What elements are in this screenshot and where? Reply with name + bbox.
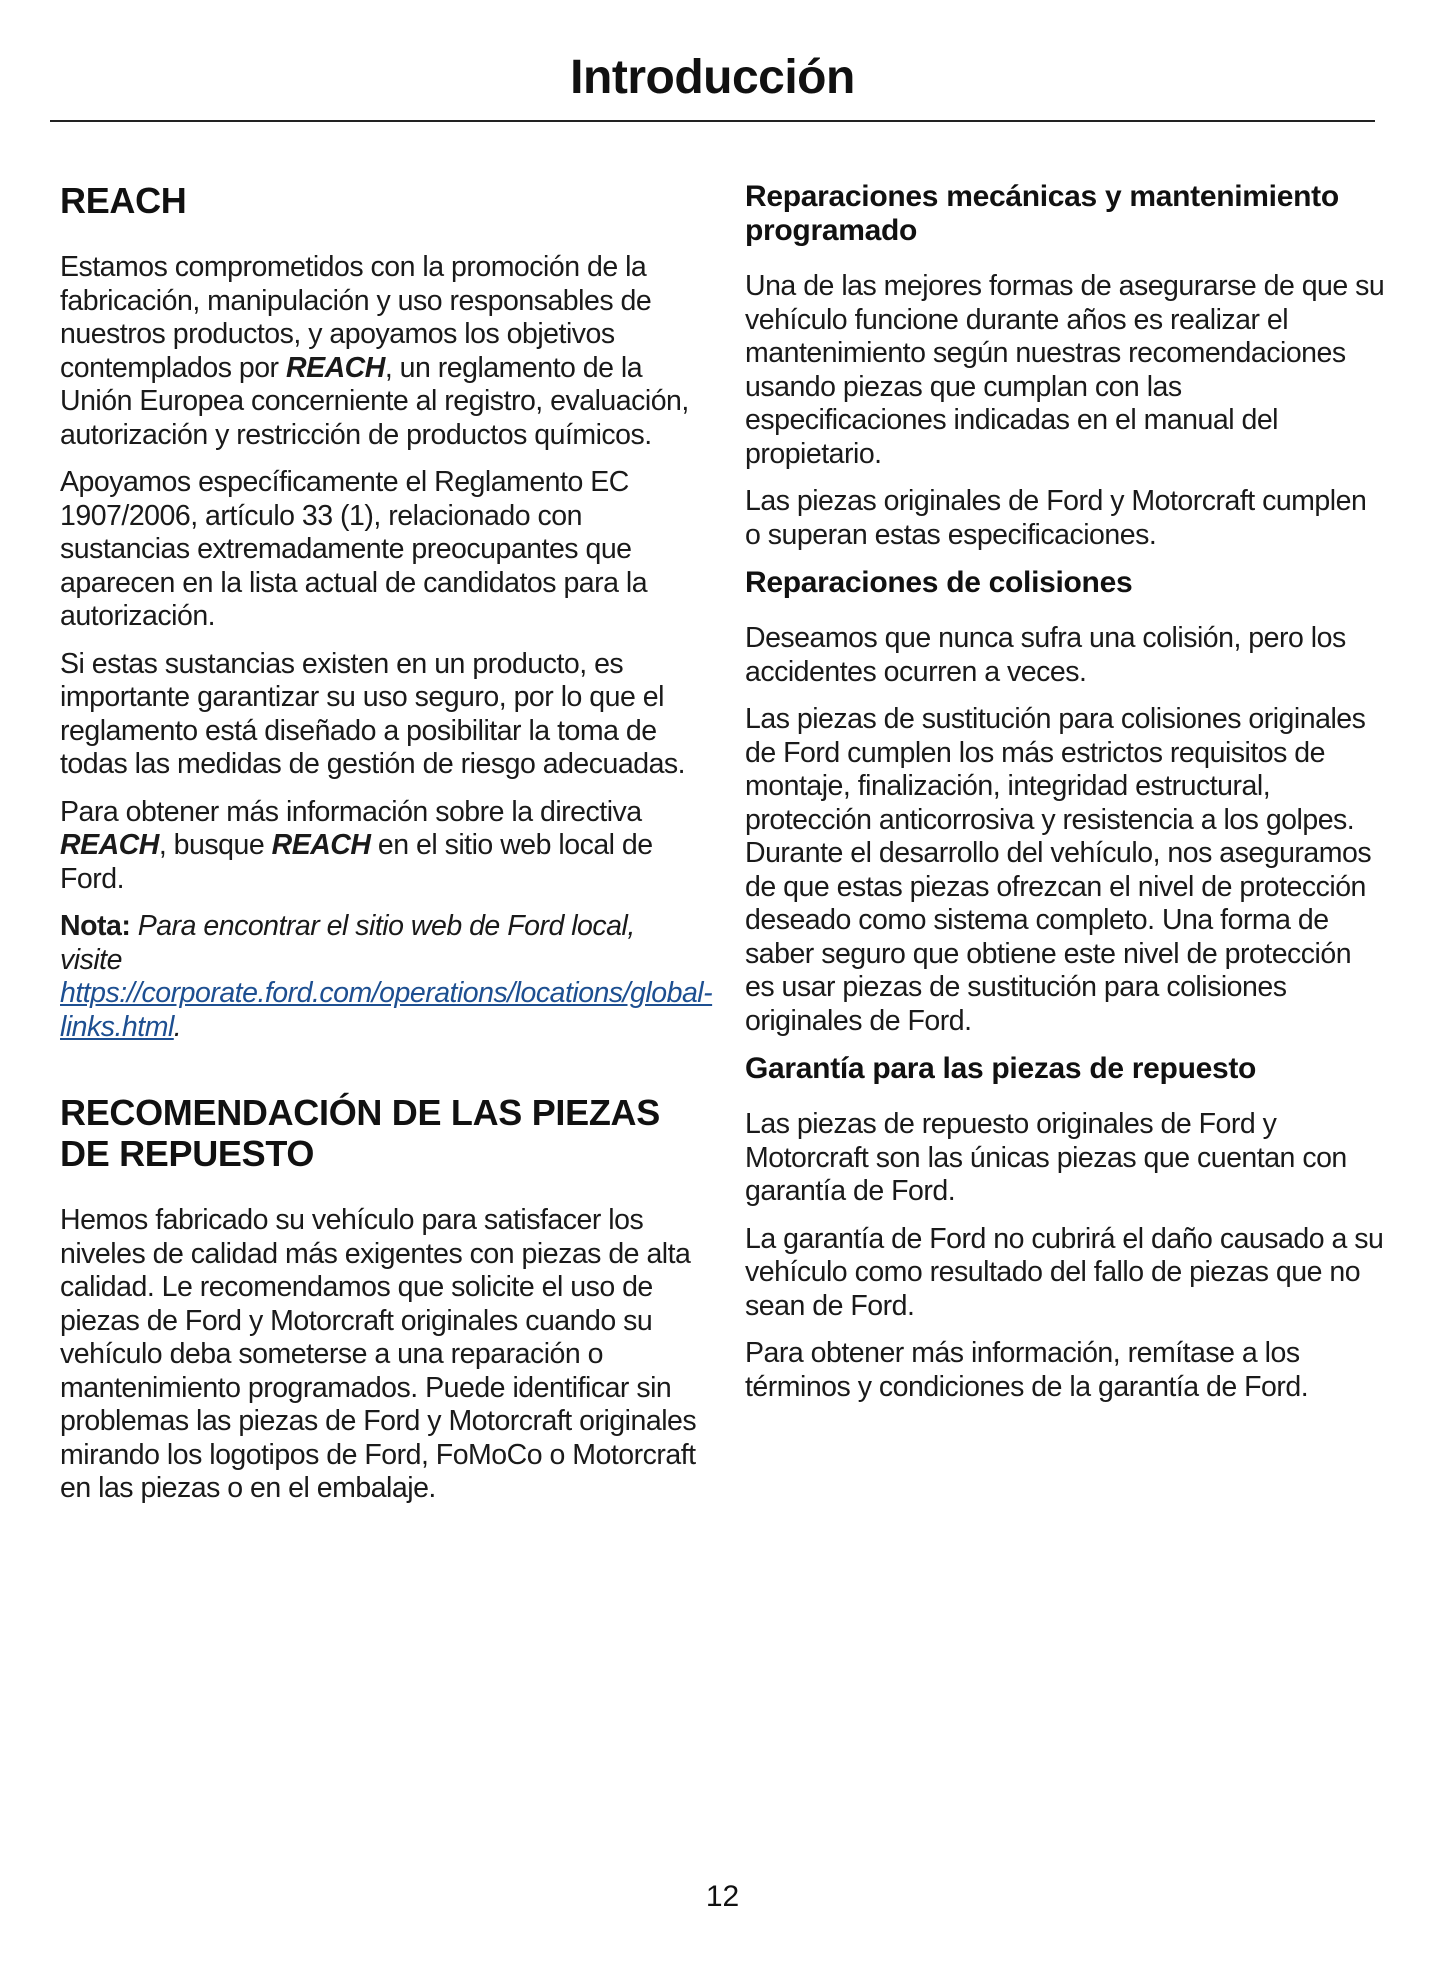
reach-paragraph-4 [60,796,700,897]
reach-heading: REACH [60,180,187,221]
right-column [745,180,1385,1418]
mechanical-paragraph-2: Las piezas originales de Ford y Motorcraft cumplen o superan estas especificaciones. [745,485,1367,551]
warranty-paragraph-2: La garantía de Ford no cubrirá el daño causado a su vehículo como resultado del fallo de piezas que no sean de Ford. [745,1222,1384,1322]
note-label: Nota: [60,910,131,942]
reach-p4-text-b: , busque [158,829,272,861]
reach-term: REACH [271,829,371,861]
reach-paragraph-2: Apoyamos específicamente el Reglamento EC 1907/2006, artículo 33 (1), relacionado con sustancias extremadamente preocupantes que aparecen en la lista actual de candidatos para la autorización. [60,466,648,632]
reach-p1-text-a: Estamos comprometidos con la promoción de la fabricación, manipulación y uso responsables de nuestros productos, y apoyamos los objetivos contemplados por [60,251,652,384]
warranty-paragraph-1: Las piezas de repuesto originales de Ford y Motorcraft son las únicas piezas que cuentan con garantía de Ford. [745,1108,1347,1207]
reach-p1-text-b: , un reglamento de la Unión Europea concerniente al registro, evaluación, autorización y restricción de productos químicos. [60,351,689,451]
reach-term: REACH [285,351,385,384]
reach-note [60,910,713,1044]
reach-paragraph-3: Si estas sustancias existen en un producto, es importante garantizar su uso seguro, por lo que el reglamento está diseñado a posibilitar la toma de todas las medidas de gestión de riesgo adecuadas. [60,647,686,780]
reach-paragraph-1 [60,251,700,452]
mechanical-paragraph-1: Una de las mejores formas de asegurarse de que su vehículo funcione durante años es realizar el mantenimiento según nuestras recomendaciones usando piezas que cumplan con las especificaciones indicadas en el manual del propietario. [745,270,1385,470]
warranty-heading: Garantía para las piezas de repuesto [745,1052,1257,1085]
reach-p4-text-c: en el sitio web local de Ford. [60,829,653,895]
parts-paragraph-1: Hemos fabricado su vehículo para satisfacer los niveles de calidad más exigentes con piezas de alta calidad. Le recomendamos que solicite el uso de piezas de Ford y Motorcraft originales cuando su vehículo deba someterse a una reparación o mantenimiento programados. Puede identificar sin problemas las piezas de Ford y Motorcraft originales mirando los logotipos de Ford, FoMoCo o Motorcraft en las piezas o en el embalaje. [60,1204,697,1504]
collision-paragraph-2: Las piezas de sustitución para colisiones originales de Ford cumplen los más estrictos requisitos de montaje, finalización, integridad estructural, protección anticorrosiva y resistencia a los golpes. Durante el desarrollo del vehículo, nos aseguramos de que estas piezas ofrezcan el nivel de protección deseado como sistema completo. Una forma de saber seguro que obtiene este nivel de protección es usar piezas de sustitución para colisiones originales de Ford. [745,703,1372,1037]
note-end: . [173,1010,182,1043]
parts-recommendation-heading: RECOMENDACIÓN DE LAS PIEZAS DE REPUESTO [60,1092,660,1174]
page-number: 12 [705,1880,740,1913]
reach-p4-text-a: Para obtener más información sobre la directiva [60,795,642,828]
ford-global-links-link[interactable]: https://corporate.ford.com/operations/locations/global-links.html [60,977,713,1043]
page-header [50,40,1375,122]
reach-term: REACH [60,829,159,861]
warranty-paragraph-3: Para obtener más información, remítase a los términos y condiciones de la garantía de Ford. [745,1337,1309,1403]
collision-repairs-heading: Reparaciones de colisiones [745,566,1133,599]
note-text: Para encontrar el sitio web de Ford local, visite [60,910,635,976]
left-column [60,180,713,1520]
mechanical-repairs-heading: Reparaciones mecánicas y mantenimiento programado [745,180,1339,247]
collision-paragraph-1: Deseamos que nunca sufra una colisión, pero los accidentes ocurren a veces. [745,622,1346,688]
page-title: Introducción [570,51,855,104]
